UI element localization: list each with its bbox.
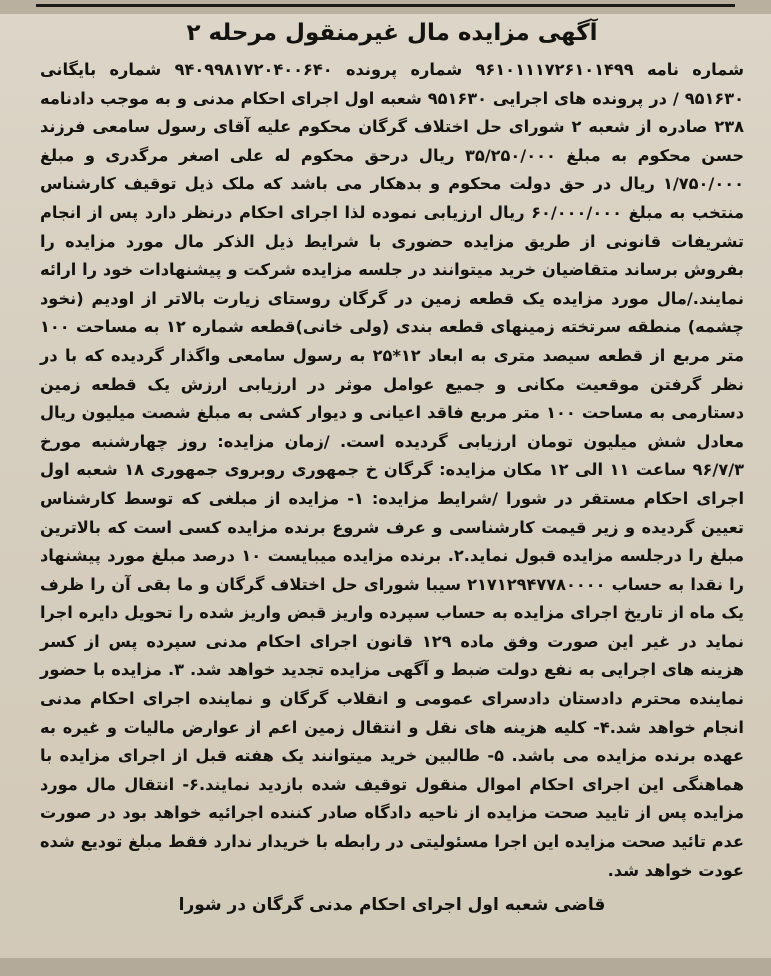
auction-notice (40, 14, 744, 958)
notice-signature: قاضی شعبه اول اجرای احکام مدنی گرگان در شورا (178, 895, 606, 916)
bottom-edge (0, 958, 771, 976)
top-divider-line (36, 4, 735, 7)
top-edge (0, 0, 771, 14)
notice-title: آگهی مزایده مال غیرمنقول مرحله ۲ (186, 20, 598, 46)
notice-body: شماره نامه ۹۶۱۰۱۱۱۷۲۶۱۰۱۴۹۹ شماره پرونده ۹۴۰۹۹۸۱۷۲۰۴۰۰۶۴۰ شماره بایگانی ۹۵۱۶۳۰ / در پرونده های اجرایی ۹۵۱۶۳۰ شعبه اول اجرای احکام مدنی و به موجب دادنامه ۲۳۸ صادره از شعبه ۲ شورای حل اختلاف گرگان محکوم علیه آقای رسول سامعی فرزند حسن محکوم به مبلغ ۳۵/۲۵۰/۰۰۰ ریال درحق محکوم له علی اصغر مرگدری و مبلغ ۱/۷۵۰/۰۰۰ ریال در حق دولت محکوم و بدهکار می باشد که ملک ذیل توقیف کارشناس منتخب به مبلغ ۶۰/۰۰۰/۰۰۰ ریال ارزیابی نموده لذا اجرای احکام درنظر دارد پس از انجام تشریفات قانونی از طریق مزایده حضوری با شرایط ذیل الذکر مال مورد مزایده را بفروش برساند متقاضیان خرید میتوانند در جلسه مزایده شرکت و پیشنهادات خود را ارائه نمایند./مال مورد مزایده یک قطعه زمین در گرگان روستای زیارت بالاتر از اودیم (نخود چشمه) منطقه سرتخته زمینهای قطعه بندی (ولی خانی)قطعه شماره ۱۲ به مساحت ۱۰۰ متر مربع از قطعه سیصد متری به ابعاد ۱۲*۲۵ به رسول سامعی واگذار گردیده که با در نظر گرفتن موقعیت مکانی و جمیع عوامل موثر در ارزیابی ارزش یک قطعه زمین دستارمی به مساحت ۱۰۰ متر مربع فاقد اعیانی و دیوار کشی به مبلغ شصت میلیون ریال معادل شش میلیون تومان ارزیابی گردیده است. /زمان مزایده: روز چهارشنبه مورخ ۹۶/۷/۳ ساعت ۱۱ الی ۱۲ مکان مزایده: گرگان خ جمهوری روبروی جمهوری ۱۸ شعبه اول اجرای احکام مستقر در شورا /شرایط مزایده: ۱- مزایده از مبلغی که توسط کارشناس تعیین گردیده و زیر قیمت کارشناسی و عرف شروع برنده مزایده کسی است که بالاترین مبلغ را درجلسه مزایده قبول نماید.۲. برنده مزایده میبایست ۱۰ درصد مبلغ مورد پیشنهاد را نقدا به حساب ۲۱۷۱۲۹۴۷۷۸۰۰۰۰ سیبا شورای حل اختلاف گرگان و ما بقی آن را ظرف یک ماه از تاریخ اجرای مزایده به حساب سپرده واریز قبض واریز شده را تحویل دایره اجرا نماید در غیر این صورت وفق ماده ۱۲۹ قانون اجرای احکام مدنی سپرده پس از کسر هزینه های اجرایی به نفع دولت ضبط و آگهی مزایده تجدید خواهد شد. ۳. مزایده با حضور نماینده محترم دادستان دادسرای عمومی و انقلاب گرگان و نماینده اجرای احکام مدنی انجام خواهد شد.۴- کلیه هزینه های نقل و انتقال زمین اعم از عوارض مالیات و غیره به عهده برنده مزایده می باشد. ۵- طالبین خرید میتوانند یک هفته قبل از اجرای مزایده با هماهنگی این اجرای احکام اموال منقول توقیف شده بازدید نمایند.۶- انتقال مال مورد مزایده پس از تایید صحت مزایده از ناحیه دادگاه صادر کننده اجرائیه خواهد بود در صورت عدم تائید صحت مزایده این اجرا مسئولیتی در رابطه با خریدار ندارد فقط مبلغ تودیع شده عودت خواهد شد. (40, 60, 745, 880)
